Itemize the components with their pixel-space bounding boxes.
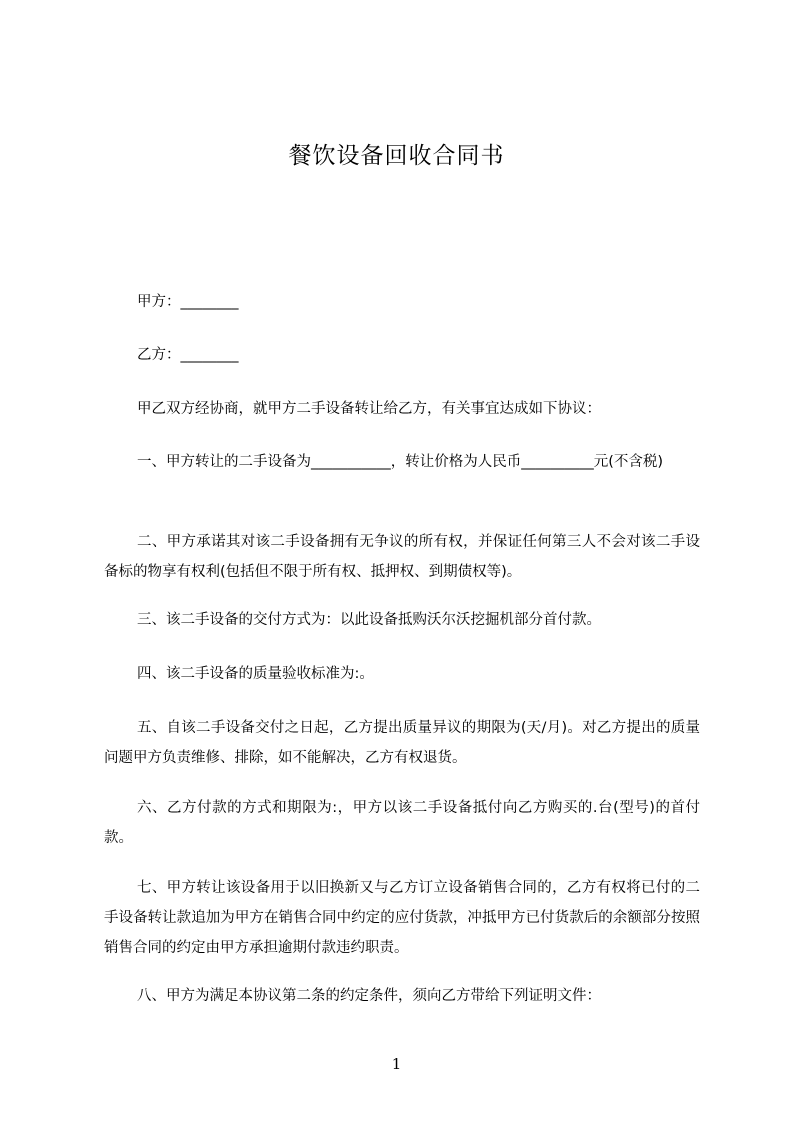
clause-4: 四、该二手设备的质量验收标准为:。 [137, 666, 374, 682]
clause-5: 五、自该二手设备交付之日起，乙方提出质量异议的期限为(天/月)。对乙方提出的质量问题甲方负责维修、排除，如不能解决，乙方有权退货。 [104, 720, 700, 766]
clause-3: 三、该二手设备的交付方式为：以此设备抵购沃尔沃挖掘机部分首付款。 [137, 612, 601, 628]
clause-2: 二、甲方承诺其对该二手设备拥有无争议的所有权，并保证任何第三人不会对该二手设备标的物享有权利(包括但不限于所有权、抵押权、到期债权等)。 [104, 534, 700, 580]
intro-paragraph: 甲乙双方经协商，就甲方二手设备转让给乙方，有关事宜达成如下协议： [137, 401, 601, 417]
party-b-line: 乙方：________ [137, 347, 239, 363]
clause-7: 七、甲方转让该设备用于以旧换新又与乙方订立设备销售合同的，乙方有权将已付的二手设备转让款追加为甲方在销售合同中约定的应付货款，冲抵甲方已付货款后的余额部分按照销售合同的约定由甲方承担逾期付款违约职责。 [104, 880, 700, 956]
page-number: 1 [391, 1055, 402, 1073]
clause-6: 六、乙方付款的方式和期限为:，甲方以该二手设备抵付向乙方购买的.台(型号)的首付款。 [104, 800, 700, 846]
clause-1: 一、甲方转让的二手设备为___________，转让价格为人民币__________元(不含税) [137, 454, 664, 470]
party-a-line: 甲方：________ [137, 294, 239, 310]
document-title: 餐饮设备回收合同书 [288, 143, 505, 169]
clause-8: 八、甲方为满足本协议第二条的约定条件，须向乙方带给下列证明文件： [137, 988, 601, 1004]
